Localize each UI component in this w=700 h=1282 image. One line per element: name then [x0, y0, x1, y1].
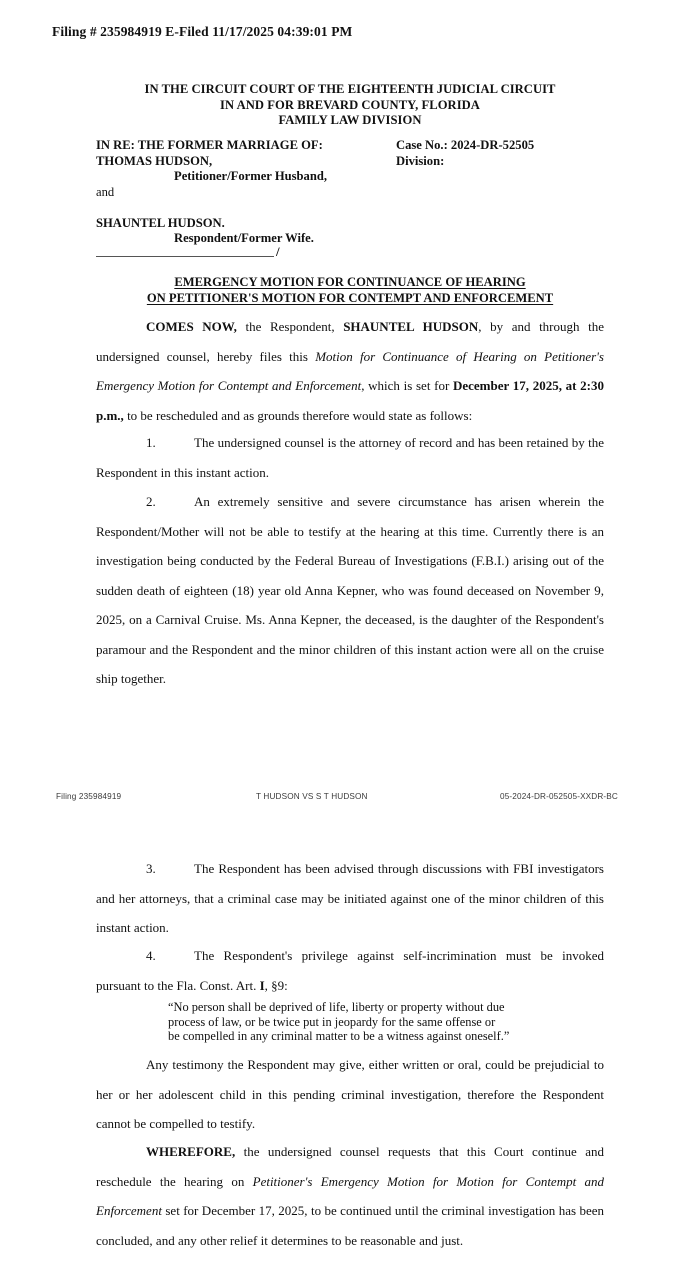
intro-text-4: to be rescheduled and as grounds therefore would state as follows: [123, 407, 473, 423]
paragraph-4-text-before: The Respondent's privilege against self-incrimination must be invoked pursuant to the Fla. Const. Art. [96, 948, 604, 993]
wherefore-text [96, 1137, 604, 1255]
wherefore-text-1: the undersigned counsel requests that this Court continue and reschedule the hearing on [96, 1144, 604, 1189]
wherefore-paragraph [96, 1137, 604, 1255]
motion-title-text-1: EMERGENCY MOTION FOR CONTINUANCE OF HEARING [174, 275, 526, 289]
caption-closing-line [96, 243, 396, 263]
caption-conjunction: and [96, 184, 115, 199]
paragraph-4-article: I [259, 977, 265, 993]
intro-text-1: the Respondent, [236, 319, 344, 334]
caption-horizontal-rule [96, 256, 274, 257]
document-page-2 [0, 812, 700, 1282]
caption-case-number: Case No.: 2024-DR-52505 [396, 138, 535, 152]
paragraph-2-text: An extremely sensitive and severe circumstance has arisen wherein the Respondent/Mother will not be able to testify at the hearing at this time. Currently there is an investigation being conducted by the Federal Bureau of Investigations (F.B.I.) arising out of the sudden death of eighteen (18) year old Anna Kepner, who was found deceased on November 9, 2025, on a Carnival Cruise. Ms. Anna Kepner, the deceased, is the daughter of the Respondent's paramour and the Respondent and the minor children of this instant action were all on the cruise ship together. [96, 494, 604, 686]
paragraph-1-number: 1. [146, 435, 156, 450]
motion-title-line-1 [96, 274, 604, 290]
intro-text-2: , by and through the undersigned counsel, hereby files this [96, 319, 604, 364]
paragraph-4-text-after: , §9: [264, 977, 288, 993]
caption-in-re: IN RE: THE FORMER MARRIAGE OF: [96, 138, 323, 152]
comes-now-paragraph [96, 312, 604, 430]
testimony-text: Any testimony the Respondent may give, either written or oral, could be prejudicial to her or her adolescent child in this pending criminal investigation, therefore the Respondent cannot be compelled to testify. [96, 1057, 604, 1131]
case-caption [96, 138, 604, 263]
testimony-paragraph [96, 1050, 604, 1139]
footer-case-style: T HUDSON VS S T HUDSON [256, 792, 368, 801]
paragraph-2-number: 2. [146, 494, 156, 509]
numbered-paragraph-3 [96, 854, 604, 943]
numbered-paragraph-1 [96, 428, 604, 487]
intro-hearing-date: December 17, 2025, at 2:30 p.m., [96, 378, 604, 423]
block-quote-line-2: process of law, or be twice put in jeopardy for the same offense or [168, 1014, 496, 1029]
wherefore-text-2: set for December 17, 2025, to be continued until the criminal investigation has been concluded, and any other relief it determines to be reasonable and just. [96, 1203, 604, 1248]
block-quote-line-1: “No person shall be deprived of life, liberty or property without due [168, 1000, 505, 1014]
caption-petitioner-role: Petitioner/Former Husband, [174, 169, 327, 183]
intro-motion-title-italic: Motion for Continuance of Hearing on Petitioner's Emergency Motion for Contempt and Enforcement [96, 348, 604, 393]
caption-parties [96, 138, 396, 263]
efiling-stamp: Filing # 235984919 E-Filed 11/17/2025 04:39:01 PM [52, 24, 353, 39]
paragraph-3 [96, 854, 604, 943]
comes-now-lead: COMES NOW, [146, 319, 237, 334]
wherefore-motion-title-italic: Petitioner's Emergency Motion for Motion for Contempt and Enforcement [96, 1173, 604, 1218]
caption-spacer [96, 200, 396, 216]
court-heading-line-3: FAMILY LAW DIVISION [278, 113, 422, 127]
caption-respondent-name: SHAUNTEL HUDSON. [96, 215, 225, 230]
motion-title-line-2 [96, 290, 604, 306]
paragraph-2 [96, 487, 604, 694]
paragraph-4 [96, 941, 604, 1000]
block-quote-line-3: be compelled in any criminal matter to be a witness against oneself.” [168, 1029, 510, 1043]
footer-filing-number: Filing 235984919 [56, 792, 122, 801]
caption-respondent-role: Respondent/Former Wife. [174, 231, 314, 245]
intro-paragraph [96, 312, 604, 430]
intro-party-name: SHAUNTEL HUDSON [343, 319, 479, 334]
caption-slash: / [276, 243, 280, 259]
paragraph-4-number: 4. [146, 948, 156, 963]
court-heading [96, 82, 604, 129]
paragraph-1 [96, 428, 604, 487]
wherefore-lead: WHEREFORE, [146, 1144, 236, 1159]
footer-case-id: 05-2024-DR-052505-XXDR-BC [500, 792, 618, 801]
motion-title-text-2: ON PETITIONER'S MOTION FOR CONTEMPT AND ENFORCEMENT [146, 291, 554, 305]
intro-text-3: , which is set for [361, 378, 453, 393]
caption-division: Division: [396, 153, 445, 168]
numbered-paragraph-4 [96, 941, 604, 1000]
court-heading-line-1: IN THE CIRCUIT COURT OF THE EIGHTEENTH JUDICIAL CIRCUIT [144, 82, 556, 96]
court-heading-line-2: IN AND FOR BREVARD COUNTY, FLORIDA [220, 97, 480, 112]
paragraph-1-text: The undersigned counsel is the attorney of record and has been retained by the Respondent in this instant action. [96, 435, 604, 480]
constitutional-block-quote [96, 1000, 604, 1044]
paragraph-3-number: 3. [146, 861, 156, 876]
caption-case-info [396, 138, 604, 263]
paragraph-3-text: The Respondent has been advised through discussions with FBI investigators and her attorneys, that a criminal case may be initiated against one of the minor children of this instant action. [96, 861, 604, 935]
motion-title [96, 274, 604, 306]
caption-petitioner-name: THOMAS HUDSON, [96, 153, 213, 168]
numbered-paragraph-2 [96, 487, 604, 694]
